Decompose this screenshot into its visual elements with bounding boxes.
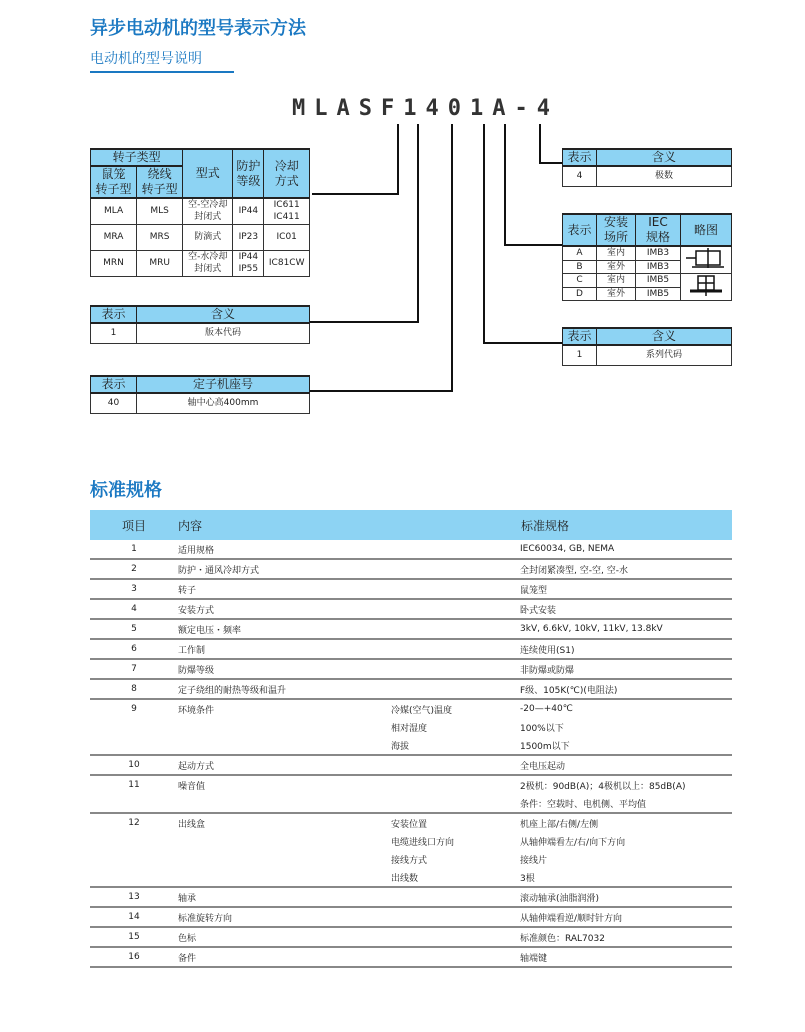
- standard-value: 滚动轴承(油脂润滑): [520, 887, 732, 907]
- table-cell: MRS: [137, 224, 183, 250]
- connector-mount: [505, 124, 562, 245]
- sub-item: [391, 540, 520, 559]
- item-number: [90, 718, 178, 736]
- table-cell: 轴中心高400mm: [137, 393, 310, 413]
- spec-row: [90, 639, 732, 659]
- spec-row: [90, 736, 732, 755]
- standard-value: 1500m以下: [520, 736, 732, 755]
- item-number: 5: [90, 619, 178, 639]
- item-number: 16: [90, 947, 178, 967]
- standard-value: 3kV, 6.6kV, 10kV, 11kV, 13.8kV: [520, 619, 732, 639]
- spec-row: [90, 947, 732, 967]
- item-number: 12: [128, 818, 140, 828]
- item-content: 环境条件: [178, 705, 215, 716]
- sub-item: 接线方式: [391, 855, 428, 866]
- table-cell: IC01: [264, 224, 310, 250]
- item-number: 7: [90, 659, 178, 679]
- spec-row: [90, 850, 732, 868]
- item-number: 11: [128, 780, 140, 790]
- table-cell: 表示: [563, 328, 597, 345]
- table-cell: IMB3: [636, 260, 681, 274]
- imb5-diagram-icon: [681, 274, 732, 301]
- standard-value: 鼠笼型: [520, 579, 732, 599]
- item-number: 4: [90, 599, 178, 619]
- standard-value: F级、105K(℃)(电阻法): [520, 679, 732, 699]
- table-cell: 1: [563, 345, 597, 365]
- standard-value: 非防爆或防爆: [520, 659, 732, 679]
- standard-value: -20—+40℃: [520, 704, 573, 714]
- sub-item: [391, 775, 520, 794]
- item-number: 2: [90, 559, 178, 579]
- item-content: 定子绕组的耐热等级和温升: [178, 679, 391, 699]
- item-content: [178, 794, 391, 813]
- spec-row: [90, 619, 732, 639]
- table-cell: 含义: [597, 328, 732, 345]
- header-content: 内容: [178, 510, 391, 540]
- connector-pole: [540, 124, 562, 163]
- spec-row: [90, 832, 732, 850]
- item-content: 轴承: [178, 887, 391, 907]
- item-content: [178, 736, 391, 755]
- sub-item: [391, 579, 520, 599]
- standard-value: 全电压起动: [520, 755, 732, 775]
- rotor-table: [90, 148, 310, 277]
- header-sub: [391, 510, 520, 540]
- page-title: 异步电动机的型号表示方法: [90, 18, 306, 39]
- spec-row: [90, 659, 732, 679]
- table-cell: B: [563, 260, 597, 274]
- sub-item: 海拔: [391, 736, 520, 755]
- item-content: [178, 832, 391, 850]
- spec-row: [90, 579, 732, 599]
- connector-series: [484, 124, 562, 343]
- item-content: 色标: [178, 927, 391, 947]
- imb3-diagram-icon: [681, 246, 732, 274]
- spec-row: [90, 907, 732, 927]
- standard-value: 100%以下: [520, 723, 564, 734]
- spec-row: [90, 887, 732, 907]
- item-content: 工作制: [178, 639, 391, 659]
- sub-item: 相对湿度: [391, 723, 428, 734]
- standard-value: 连续使用(S1): [520, 639, 732, 659]
- item-content: 转子: [178, 579, 391, 599]
- item-number: [90, 868, 178, 887]
- table-cell: 防滴式: [183, 224, 233, 250]
- table-cell: MRU: [137, 250, 183, 276]
- table-cell: IP44: [233, 198, 264, 224]
- sub-item: 出线数: [391, 868, 520, 887]
- table-cell: 版本代码: [137, 323, 310, 343]
- item-number: 8: [90, 679, 178, 699]
- spec-row: [90, 540, 732, 559]
- item-content: 适用规格: [178, 540, 391, 559]
- sub-item: [391, 927, 520, 947]
- item-content: 额定电压・频率: [178, 619, 391, 639]
- spec-table: [90, 510, 732, 968]
- standard-value: 机座上部/右侧/左侧: [520, 819, 599, 830]
- table-cell: 4: [563, 166, 597, 186]
- table-cell: 表示: [563, 214, 597, 246]
- table-cell: 40: [91, 393, 137, 413]
- sub-item: [391, 794, 520, 813]
- item-number: 6: [90, 639, 178, 659]
- table-cell: IEC 规格: [636, 214, 681, 246]
- table-cell: 表示: [91, 376, 137, 393]
- sub-item: 电缆进线口方向: [391, 837, 455, 848]
- table-cell: MLS: [137, 198, 183, 224]
- sub-item: [391, 619, 520, 639]
- spec-row: [90, 868, 732, 887]
- sub-item: [391, 559, 520, 579]
- item-number: 14: [90, 907, 178, 927]
- item-number: 15: [90, 927, 178, 947]
- table-cell: 室内: [597, 246, 636, 260]
- table-cell: A: [563, 246, 597, 260]
- standard-value: 条件：空载时、电机侧、平均值: [520, 794, 732, 813]
- header-cooling: 冷却 方式: [264, 149, 310, 198]
- table-cell: 空-空冷却 封闭式: [183, 198, 233, 224]
- standard-value: IEC60034, GB, NEMA: [520, 540, 732, 559]
- table-cell: IC81CW: [264, 250, 310, 276]
- spec-row: [90, 718, 732, 736]
- sub-item: [391, 947, 520, 967]
- header-rotor-type: 转子类型: [91, 149, 183, 166]
- standard-value: 从轴伸端看逆/顺时针方向: [520, 907, 732, 927]
- spec-row: [90, 699, 732, 718]
- table-cell: 极数: [597, 166, 732, 186]
- item-content: 标准旋转方向: [178, 907, 391, 927]
- standard-value: 全封闭紧凑型, 空-空, 空-水: [520, 559, 732, 579]
- item-content: [178, 850, 391, 868]
- standard-value: 轴端键: [520, 947, 732, 967]
- standard-value: 2极机：90dB(A)；4极机以上：85dB(A): [520, 781, 686, 792]
- item-number: 9: [131, 704, 137, 714]
- sub-item: [391, 659, 520, 679]
- connector-frame: [310, 124, 452, 391]
- series-table: [562, 327, 732, 366]
- item-number: [90, 832, 178, 850]
- standard-value: 卧式安装: [520, 599, 732, 619]
- header-wound: 绕线 转子型: [137, 166, 183, 198]
- standard-value: 从轴伸端看左/右/向下方向: [520, 837, 626, 848]
- spec-row: [90, 559, 732, 579]
- item-content: 防护・通风冷却方式: [178, 559, 391, 579]
- table-cell: IMB5: [636, 274, 681, 288]
- item-number: 3: [90, 579, 178, 599]
- table-cell: 系列代码: [597, 345, 732, 365]
- table-cell: 室内: [597, 274, 636, 288]
- table-cell: 1: [91, 323, 137, 343]
- item-number: 10: [90, 755, 178, 775]
- header-type: 型式: [183, 149, 233, 198]
- item-number: [90, 736, 178, 755]
- spec-row: [90, 813, 732, 832]
- item-content: 起动方式: [178, 755, 391, 775]
- item-content: [178, 718, 391, 736]
- standard-value: 标准颜色：RAL7032: [520, 927, 732, 947]
- frame-table: [90, 375, 310, 414]
- sub-item: [391, 599, 520, 619]
- table-cell: 表示: [91, 306, 137, 323]
- version-table: [90, 305, 310, 344]
- subtitle: 电动机的型号说明: [90, 48, 234, 73]
- table-cell: IMB3: [636, 246, 681, 260]
- table-cell: MRA: [91, 224, 137, 250]
- table-cell: D: [563, 287, 597, 301]
- header-protection: 防护 等级: [233, 149, 264, 198]
- item-number: 1: [90, 540, 178, 559]
- header-squirrel: 鼠笼 转子型: [91, 166, 137, 198]
- sub-item: [391, 755, 520, 775]
- sub-item: 安装位置: [391, 819, 428, 830]
- spec-row: [90, 599, 732, 619]
- spec-row: [90, 775, 732, 794]
- item-content: 安装方式: [178, 599, 391, 619]
- sub-item: [391, 887, 520, 907]
- item-number: [90, 850, 178, 868]
- standard-value: 接线片: [520, 855, 548, 866]
- table-cell: 含义: [597, 149, 732, 166]
- table-cell: IP44 IP55: [233, 250, 264, 276]
- sub-item: [391, 639, 520, 659]
- model-code: MLASF1401A-4: [292, 96, 559, 121]
- item-content: 备件: [178, 947, 391, 967]
- item-number: 13: [90, 887, 178, 907]
- table-cell: 定子机座号: [137, 376, 310, 393]
- spec-row: [90, 679, 732, 699]
- spec-title: 标准规格: [90, 480, 162, 501]
- table-cell: IMB5: [636, 287, 681, 301]
- mount-table: [562, 213, 732, 301]
- table-cell: 空-水冷却 封闭式: [183, 250, 233, 276]
- table-cell: 室外: [597, 287, 636, 301]
- table-cell: MRN: [91, 250, 137, 276]
- table-cell: C: [563, 274, 597, 288]
- table-cell: 略图: [681, 214, 732, 246]
- table-cell: MLA: [91, 198, 137, 224]
- item-number: [90, 794, 178, 813]
- spec-row: [90, 794, 732, 813]
- table-cell: 室外: [597, 260, 636, 274]
- spec-row: [90, 755, 732, 775]
- item-content: 防爆等级: [178, 659, 391, 679]
- table-cell: 安装 场所: [597, 214, 636, 246]
- header-standard: 标准规格: [520, 510, 732, 540]
- item-content: [178, 868, 391, 887]
- connector-version: [310, 124, 418, 322]
- standard-value: 3根: [520, 868, 732, 887]
- sub-item: 冷媒(空气)温度: [391, 705, 453, 716]
- sub-item: [391, 679, 520, 699]
- header-item: 项目: [90, 510, 178, 540]
- table-cell: 表示: [563, 149, 597, 166]
- table-cell: IC611 IC411: [264, 198, 310, 224]
- connector-rotor: [312, 124, 398, 194]
- table-cell: 含义: [137, 306, 310, 323]
- sub-item: [391, 907, 520, 927]
- spec-row: [90, 927, 732, 947]
- pole-table: [562, 148, 732, 187]
- table-cell: IP23: [233, 224, 264, 250]
- item-content: 出线盒: [178, 819, 206, 830]
- item-content: 噪音值: [178, 781, 206, 792]
